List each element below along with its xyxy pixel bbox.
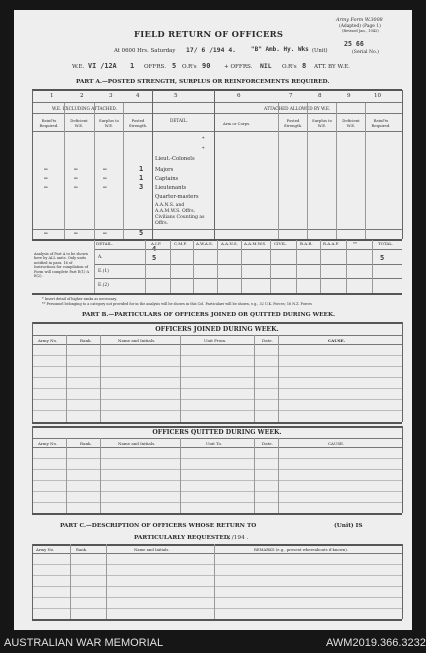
left-col-reinfts: Reinf'ts Required.	[39, 118, 59, 128]
part-c-unit-is: (Unit) IS	[334, 523, 363, 529]
analysis-aif-top: 4	[152, 245, 157, 253]
joined-col-cause: CAUSE.	[328, 338, 346, 343]
left-col-surplus: Surplus to W.E.	[99, 118, 119, 128]
col-divider	[336, 103, 337, 239]
joined-title-rule	[32, 335, 402, 336]
dash-mark: –	[74, 184, 78, 191]
analysis-divider	[270, 240, 271, 293]
col-number-1: 1	[50, 93, 54, 99]
quitted-col-army-no: Army No.	[38, 441, 58, 446]
total-posted: 5	[139, 229, 144, 237]
dash-mark: –	[74, 230, 78, 237]
col-number-6: 6	[237, 93, 241, 99]
analysis-row-rule	[94, 264, 402, 265]
quitted-col-rank: Rank.	[80, 441, 92, 446]
joined-section-title: OFFICERS JOINED DURING WEEK.	[155, 326, 279, 333]
part-c-bottom-rule	[32, 619, 402, 621]
col-number-7: 7	[289, 93, 293, 99]
serial-label: (Serial No.)	[352, 50, 379, 55]
part-c-row-rule	[32, 597, 402, 598]
rank-aans-aamws: A.A.N.S. and A.A.M.W.S. Offrs.	[155, 203, 196, 214]
analysis-other-header: **	[353, 241, 357, 246]
quitted-divider	[100, 438, 101, 513]
ors-label: O.R's	[182, 64, 197, 70]
part-c-col-remarks: REMARKS (e.g., present whereabouts if known).	[254, 547, 348, 552]
joined-row-rule	[32, 399, 402, 400]
joined-row-rule	[32, 366, 402, 367]
right-col-arm: Arm or Corps.	[223, 121, 251, 126]
col-number-10: 10	[374, 93, 382, 99]
analysis-bar-header: B.A.R.	[300, 241, 313, 246]
quitted-top-rule	[32, 426, 402, 428]
part-c-title-line-1: PART C.—DESCRIPTION OF OFFICERS WHOSE RETURN TO	[60, 523, 257, 529]
quitted-divider	[254, 438, 255, 513]
part-c-header-rule	[32, 553, 402, 554]
dash-mark: –	[44, 166, 48, 173]
joined-row-rule	[32, 410, 402, 411]
dash-mark: –	[44, 184, 48, 191]
joined-top-rule	[32, 322, 402, 324]
offrs-label: OFFRS.	[144, 64, 166, 70]
col-divider	[214, 90, 215, 239]
analysis-aamws-header: A.A.M.W.S.	[244, 241, 267, 246]
quitted-col-date: Date.	[262, 441, 273, 446]
att-ors-count: 8	[302, 62, 307, 70]
joined-divider	[254, 335, 255, 422]
rank-civilians: Civilians Counting as Offrs.	[155, 215, 205, 226]
dash-mark: –	[74, 175, 78, 182]
col-divider	[94, 103, 95, 239]
left-col-deficient: Deficient W.E.	[70, 118, 88, 128]
analysis-detail-header: DETAIL.	[96, 241, 113, 246]
form-number-line-1: Army Form W.3008	[336, 18, 383, 23]
we-label: W.E.	[72, 64, 85, 70]
quitted-row-rule	[32, 491, 402, 492]
asterisk-marker: *	[202, 136, 205, 142]
joined-col-date: Date.	[262, 338, 273, 343]
col-divider	[64, 103, 65, 239]
joined-divider	[66, 335, 67, 422]
col-number-rule	[32, 102, 402, 103]
analysis-header-rule	[94, 249, 402, 250]
quitted-divider	[278, 438, 279, 513]
rank-majors: Majors	[155, 167, 174, 173]
form-number-line-3: (Revised Jan., 1942)	[342, 29, 379, 33]
joined-divider	[278, 335, 279, 422]
analysis-awas-header: A.W.A.S.	[196, 241, 213, 246]
right-col-posted: Posted Strength.	[283, 118, 303, 128]
document-sheet	[14, 10, 412, 630]
joined-row-rule	[32, 377, 402, 378]
plus-offrs-label: + OFFRS.	[224, 64, 253, 70]
part-c-row-rule	[32, 575, 402, 576]
joined-divider	[32, 322, 33, 422]
group-header-rule	[32, 113, 402, 114]
dash-mark: –	[44, 230, 48, 237]
analysis-cmf-header: C.M.F.	[174, 241, 187, 246]
analysis-row-a: A.	[98, 255, 103, 260]
footnote-2: ** Personnel belonging to a category not provided for in the analysis will be shown in this Col. Particulars will be shown, e.g., 32 U.K. Forces; 16 N.Z. Forces	[42, 302, 313, 306]
dash-mark: –	[103, 175, 107, 182]
col-divider	[123, 103, 124, 239]
part-b-title: PART B.—PARTICULARS OF OFFICERS JOINED OR QUITTED DURING WEEK.	[82, 312, 336, 318]
part-c-title-line-2: PARTICULARLY REQUESTED.	[134, 535, 231, 541]
serial-number: 25 66	[344, 40, 364, 48]
quitted-title-rule	[32, 438, 402, 439]
posted-lieutenants: 3	[139, 183, 144, 191]
rank-quartermasters: Quarter-masters	[155, 194, 199, 200]
we-excluding-header: W.E. EXCLUDING ATTACHED.	[52, 106, 117, 111]
part-c-top-rule	[32, 544, 402, 546]
analysis-divider	[320, 240, 321, 293]
unit-name: "B" Amb. Hy. Wks	[251, 46, 309, 53]
part-c-divider	[106, 544, 107, 619]
analysis-bottom-rule	[32, 293, 402, 295]
analysis-row-rule	[94, 278, 402, 279]
col-number-4: 4	[136, 93, 140, 99]
part-c-divider	[402, 544, 403, 619]
left-col-posted: Posted Strength.	[128, 118, 148, 128]
joined-header-rule	[32, 344, 402, 345]
form-number-line-2: (Adapted) (Page 1)	[339, 24, 381, 29]
ors2-label: O.R's	[282, 64, 297, 70]
analysis-raaf-header: R.A.A.F.	[323, 241, 340, 246]
plus-offrs-value: NIL	[260, 62, 272, 70]
part-c-divider	[70, 544, 71, 619]
footnote-1: * Insert detail of higher ranks as necessary.	[42, 297, 117, 301]
part-c-date-blank: / /194 .	[228, 535, 249, 541]
rank-captains: Captains	[155, 176, 179, 182]
posted-majors: 1	[139, 165, 144, 173]
dash-mark: –	[103, 230, 107, 237]
col-divider	[365, 103, 366, 239]
analysis-divider	[372, 240, 373, 293]
joined-bottom-rule	[32, 422, 402, 424]
ranks-bottom-rule	[32, 229, 402, 230]
part-c-row-rule	[32, 608, 402, 609]
quitted-row-rule	[32, 458, 402, 459]
right-col-surplus: Surplus to W.E.	[312, 118, 332, 128]
ors-count: 90	[202, 62, 211, 70]
we-offrs-count: 1	[130, 62, 135, 70]
quitted-row-rule	[32, 502, 402, 503]
joined-row-rule	[32, 355, 402, 356]
part-c-divider	[32, 544, 33, 619]
part-c-col-rank: Rank.	[76, 547, 88, 552]
analysis-divider	[217, 240, 218, 293]
right-col-reinfts: Reinf'ts Required.	[371, 118, 391, 128]
footer-credit: AUSTRALIAN WAR MEMORIAL	[4, 637, 164, 649]
part-a-title: PART A.—POSTED STRENGTH, SURPLUS OR REINFORCEMENTS REQUIRED.	[76, 79, 330, 85]
joined-divider	[402, 322, 403, 422]
analysis-civil-header: CIVIL.	[274, 241, 288, 246]
col-divider	[152, 90, 153, 239]
part-c-divider	[214, 544, 215, 619]
analysis-aif-a: 5	[152, 254, 157, 262]
col-number-2: 2	[80, 93, 84, 99]
att-label: ATT. BY W.E.	[314, 64, 350, 70]
rank-lieut-colonels: Lieut.-Colonels	[155, 156, 195, 162]
right-col-deficient: Deficient W.E.	[342, 118, 360, 128]
joined-divider	[100, 335, 101, 422]
return-date: 17/ 6 /194 4.	[186, 46, 237, 54]
footer-accession-number: AWM2019.366.3232	[326, 637, 426, 649]
joined-col-army-no: Army No.	[38, 338, 58, 343]
unit-label: (Unit)	[312, 48, 328, 54]
analysis-divider	[241, 240, 242, 293]
part-c-col-army-no: Army No.	[36, 547, 55, 552]
part-c-row-rule	[32, 564, 402, 565]
analysis-row-e2: E.(2)	[98, 283, 109, 288]
quitted-row-rule	[32, 480, 402, 481]
quitted-col-name: Name and Initials.	[118, 441, 156, 446]
joined-col-unit-from: Unit From.	[204, 338, 227, 343]
analysis-total-a: 5	[380, 254, 385, 262]
col-divider	[307, 103, 308, 239]
quitted-col-unit-to: Unit To.	[206, 441, 223, 446]
quitted-row-rule	[32, 469, 402, 470]
analysis-divider	[193, 240, 194, 293]
col-divider	[32, 90, 33, 239]
analysis-row-e1: E.(1)	[98, 269, 109, 274]
col-divider	[278, 103, 279, 239]
quitted-header-rule	[32, 447, 402, 448]
analysis-divider	[145, 240, 146, 293]
analysis-note: Analysis of Part A to be shown here by ALL units. Only units notified in para. 16 of Instructions for compilation of Form will complete Part E(1) & E(2).	[34, 252, 90, 279]
dash-mark: –	[74, 166, 78, 173]
joined-col-rank: Rank.	[80, 338, 92, 343]
attached-allowed-header: ATTACHED ALLOWED BY W.E.	[264, 106, 331, 111]
joined-col-name: Name and Initials.	[118, 338, 156, 343]
analysis-aif-header: A.I.F.	[151, 241, 162, 246]
quitted-bottom-rule	[32, 513, 402, 515]
posted-captains: 1	[139, 174, 144, 182]
col-divider	[402, 90, 403, 239]
col-number-5: 5	[174, 93, 178, 99]
dash-mark: –	[103, 166, 107, 173]
analysis-divider	[346, 240, 347, 293]
quitted-divider	[402, 426, 403, 513]
dash-mark: –	[103, 184, 107, 191]
joined-row-rule	[32, 388, 402, 389]
analysis-divider	[296, 240, 297, 293]
offrs-count: 5	[172, 62, 177, 70]
quitted-divider	[180, 438, 181, 513]
asterisk-marker: *	[202, 146, 205, 152]
quitted-divider	[66, 438, 67, 513]
dash-mark: –	[44, 175, 48, 182]
part-c-row-rule	[32, 586, 402, 587]
part-c-col-name: Name and Initials.	[134, 547, 170, 552]
analysis-divider	[94, 240, 95, 293]
col-number-8: 8	[318, 93, 322, 99]
quitted-section-title: OFFICERS QUITTED DURING WEEK.	[152, 429, 282, 436]
col-header-rule	[32, 131, 402, 132]
quitted-divider	[32, 426, 33, 513]
hours-line-label: At 0600 Hrs. Saturday	[114, 48, 176, 54]
rank-lieutenants: Lieutenants	[155, 185, 187, 191]
detail-header: DETAIL.	[170, 118, 188, 123]
analysis-divider	[170, 240, 171, 293]
part-a-top-rule	[32, 89, 402, 91]
we-number: VI /12A	[88, 62, 117, 70]
analysis-total-header: TOTAL.	[378, 241, 394, 246]
joined-divider	[180, 335, 181, 422]
document-title: FIELD RETURN OF OFFICERS	[134, 29, 284, 39]
quitted-col-cause: CAUSE.	[328, 441, 345, 446]
col-number-3: 3	[109, 93, 113, 99]
col-number-9: 9	[347, 93, 351, 99]
analysis-aans-header: A.A.N.S.	[221, 241, 238, 246]
